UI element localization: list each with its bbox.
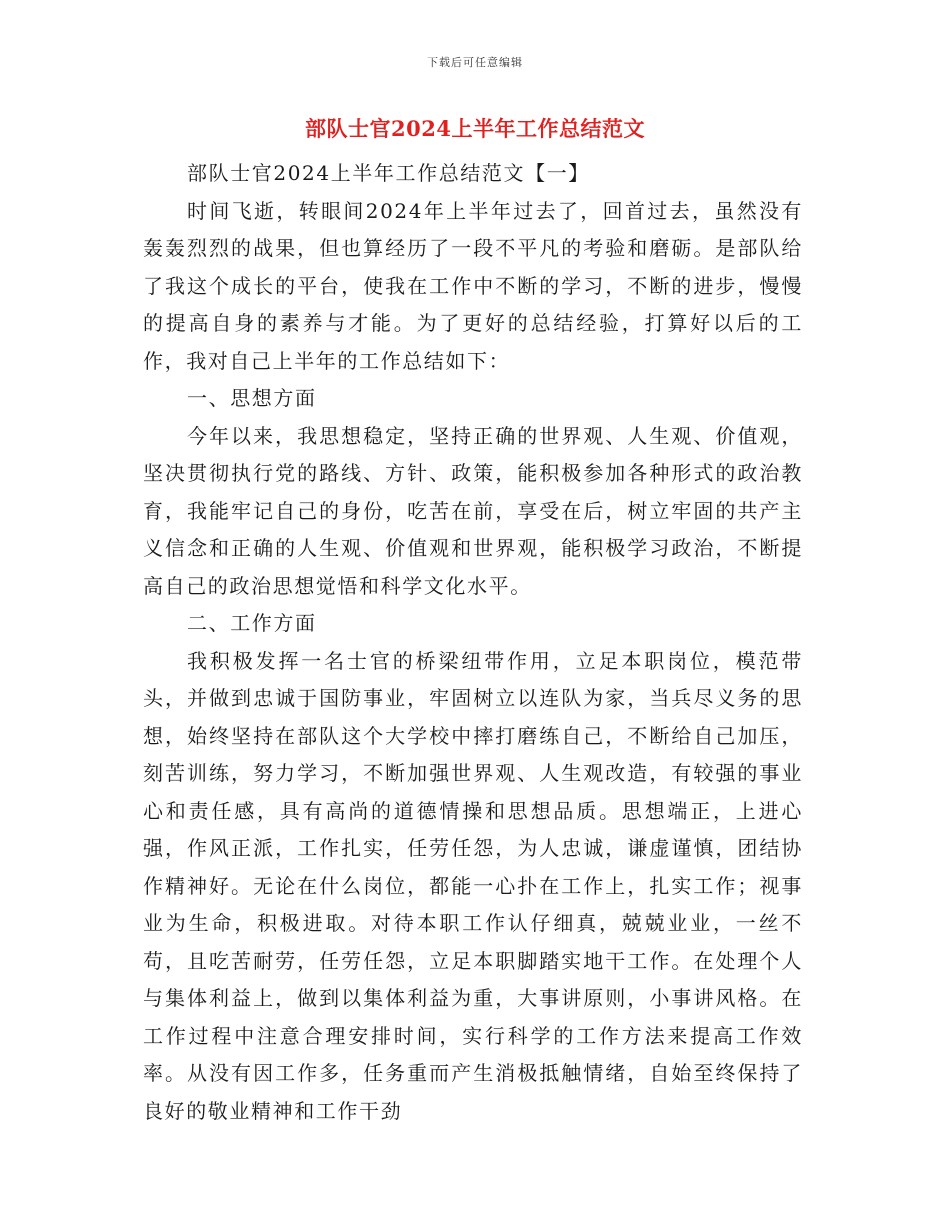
- section-heading-thought: 一、思想方面: [187, 386, 317, 410]
- section-heading-one: 部队士官2024上半年工作总结范文【一】: [187, 161, 590, 185]
- intro-paragraph: 时间飞逝，转眼间2024年上半年过去了，回首过去，虽然没有轰轰烈烈的战果，但也算经历了一段不平凡的考验和磨砺。是部队给了我这个成长的平台，使我在工作中不断的学习，不断的进步，慢慢的提高自身的素养与才能。为了更好的总结经验，打算好以后的工作，我对自己上半年的工作总结如下：: [143, 198, 803, 373]
- document-title: 部队士官2024上半年工作总结范文: [305, 116, 645, 141]
- document-body: [143, 155, 803, 1130]
- header-note: 下载后可任意编辑: [427, 56, 523, 69]
- section-heading-work: 二、工作方面: [187, 611, 317, 635]
- work-paragraph: 我积极发挥一名士官的桥梁纽带作用，立足本职岗位，模范带头，并做到忠诚于国防事业，牢固树立以连队为家，当兵尽义务的思想，始终坚持在部队这个大学校中摔打磨练自己，不断给自己加压，刻苦训练，努力学习，不断加强世界观、人生观改造，有较强的事业心和责任感，具有高尚的道德情操和思想品质。思想端正，上进心强，作风正派，工作扎实，任劳任怨，为人忠诚，谦虚谨慎，团结协作精神好。无论在什么岗位，都能一心扑在工作上，扎实工作；视事业为生命，积极进取。对待本职工作认仔细真，兢兢业业，一丝不苟，且吃苦耐劳，任劳任怨，立足本职脚踏实地干工作。在处理个人与集体利益上，做到以集体利益为重，大事讲原则，小事讲风格。在工作过程中注意合理安排时间，实行科学的工作方法来提高工作效率。从没有因工作多，任务重而产生消极抵触情绪，自始至终保持了良好的敬业精神和工作干劲: [143, 648, 803, 1123]
- thought-paragraph: 今年以来，我思想稳定，坚持正确的世界观、人生观、价值观，坚决贯彻执行党的路线、方针、政策，能积极参加各种形式的政治教育，我能牢记自己的身份，吃苦在前，享受在后，树立牢固的共产主义信念和正确的人生观、价值观和世界观，能积极学习政治，不断提高自己的政治思想觉悟和科学文化水平。: [143, 423, 803, 598]
